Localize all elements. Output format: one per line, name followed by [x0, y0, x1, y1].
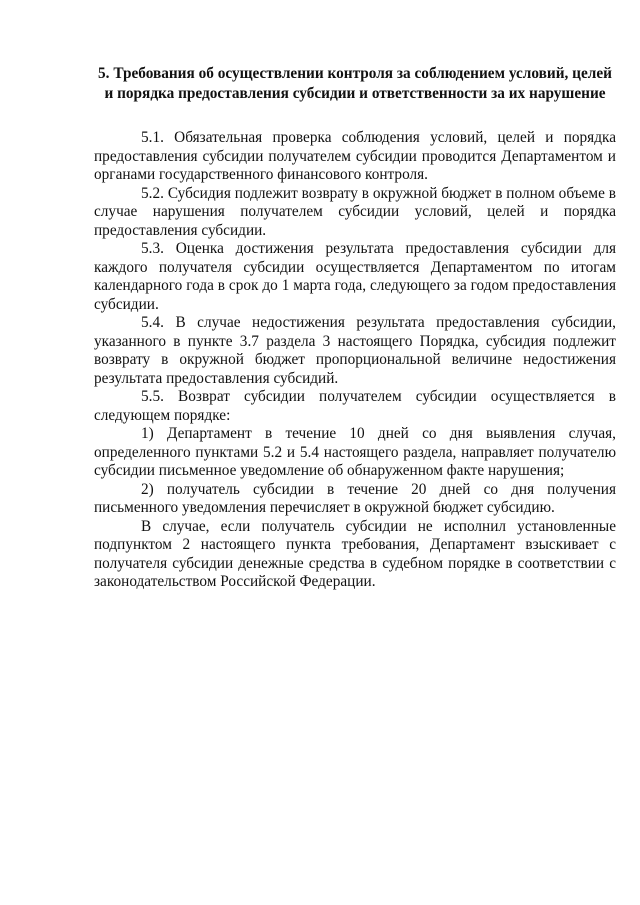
document-body: [94, 64, 616, 592]
section-heading: 5. Требования об осуществлении контроля за соблюдением условий, целей и порядка предоставления субсидии и ответственности за их нарушение: [98, 65, 612, 102]
list-item-2: 2) получатель субсидии в течение 20 дней со дня получения письменного уведомления перечисляет в окружной бюджет субсидию.: [94, 480, 616, 516]
paragraph-5-1: 5.1. Обязательная проверка соблюдения условий, целей и порядка предоставления субсидии получателем субсидии проводится Департаментом и органами государственного финансового контроля.: [94, 129, 616, 183]
list-item-1: 1) Департамент в течение 10 дней со дня выявления случая, определенного пунктами 5.2 и 5.4 настоящего раздела, направляет получателю субсидии письменное уведомление об обнаруженном факте нарушения;: [94, 425, 616, 479]
paragraph-5-5: 5.5. Возврат субсидии получателем субсидии осуществляется в следующем порядке:: [94, 388, 616, 424]
paragraph-5-4: 5.4. В случае недостижения результата предоставления субсидии, указанного в пункте 3.7 раздела 3 настоящего Порядка, субсидия подлежит возврату в окружной бюджет пропорциональной величине недостижения результата предоставления субсидий.: [94, 314, 616, 387]
paragraph-5-3: 5.3. Оценка достижения результата предоставления субсидии для каждого получателя субсидии осуществляется Департаментом по итогам календарного года в срок до 1 марта года, следующего за годом предоставления субсидии.: [94, 240, 616, 313]
paragraph-closing: В случае, если получатель субсидии не исполнил установленные подпунктом 2 настоящего пункта требования, Департамент взыскивает с получателя субсидии денежные средства в судебном порядке в соответствии с законодательством Российской Федерации.: [94, 517, 616, 590]
paragraph-5-2: 5.2. Субсидия подлежит возврату в окружной бюджет в полном объеме в случае нарушения получателем субсидии условий, целей и порядка предоставления субсидии.: [94, 184, 616, 239]
